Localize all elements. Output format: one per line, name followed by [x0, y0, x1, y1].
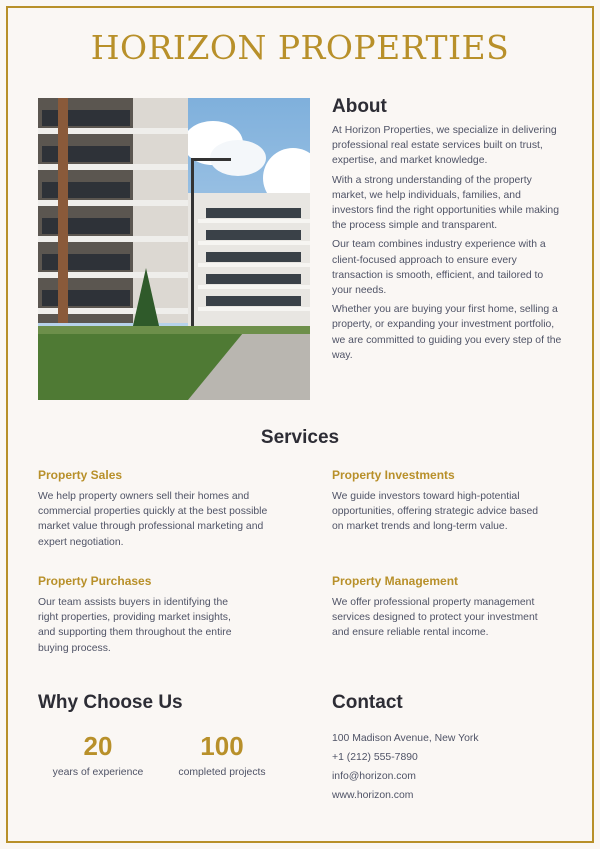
contact-address: 100 Madison Avenue, New York — [332, 733, 479, 744]
stat-value: 100 — [200, 731, 244, 761]
service-title: Property Investments — [332, 468, 455, 482]
about-paragraph: At Horizon Properties, we specialize in delivering professional real estate services built on trust, expertise, and market knowledge. — [332, 125, 557, 167]
service-description: We guide investors toward high-potential opportunities, offering strategic advice based on market trends and long-term value. — [332, 491, 539, 533]
contact-heading: Contact — [332, 692, 403, 713]
service-description: We help property owners sell their homes and commercial properties quickly at the best possible market value through professional marketing and expert negotiation. — [38, 491, 268, 548]
why-choose-us-heading: Why Choose Us — [38, 692, 183, 713]
contact-phone[interactable]: +1 (212) 555-7890 — [332, 752, 418, 763]
service-property-management — [332, 574, 547, 641]
services-heading: Services — [260, 427, 340, 448]
service-description: Our team assists buyers in identifying the right properties, providing market insights, and supporting them throughout the entire buying process. — [38, 597, 232, 654]
contact-website[interactable]: www.horizon.com — [332, 790, 414, 801]
building-photo — [38, 98, 310, 400]
about-heading: About — [332, 96, 387, 117]
service-property-sales — [38, 468, 270, 550]
about-paragraph: With a strong understanding of the property market, we help individuals, families, and investors find the right opportunities while making the process simple and transparent. — [332, 174, 559, 232]
service-title: Property Purchases — [38, 574, 152, 588]
contact-email[interactable]: info@horizon.com — [332, 771, 416, 782]
page-title: HORIZON PROPERTIES — [90, 28, 510, 67]
service-title: Property Sales — [38, 468, 123, 482]
about-paragraph: Our team combines industry experience with a client-focused approach to ensure every transaction is smooth, efficient, and tailored to your needs. — [332, 239, 546, 297]
service-property-investments — [332, 468, 547, 535]
service-property-purchases — [38, 574, 250, 656]
stat-label: years of experience — [52, 767, 144, 778]
stat-years-experience — [38, 730, 158, 778]
service-title: Property Management — [332, 574, 459, 588]
stat-value: 20 — [83, 731, 113, 761]
stat-completed-projects — [162, 730, 282, 778]
about-paragraph: Whether you are buying your first home, selling a property, or expanding your investment portfolio, we are committed to guiding you every step of the way. — [332, 304, 562, 361]
about-section — [332, 96, 562, 367]
stat-label: completed projects — [178, 767, 266, 778]
service-description: We offer professional property management services designed to protect your investment and ensure reliable rental income. — [332, 597, 538, 639]
contact-details — [332, 729, 479, 805]
